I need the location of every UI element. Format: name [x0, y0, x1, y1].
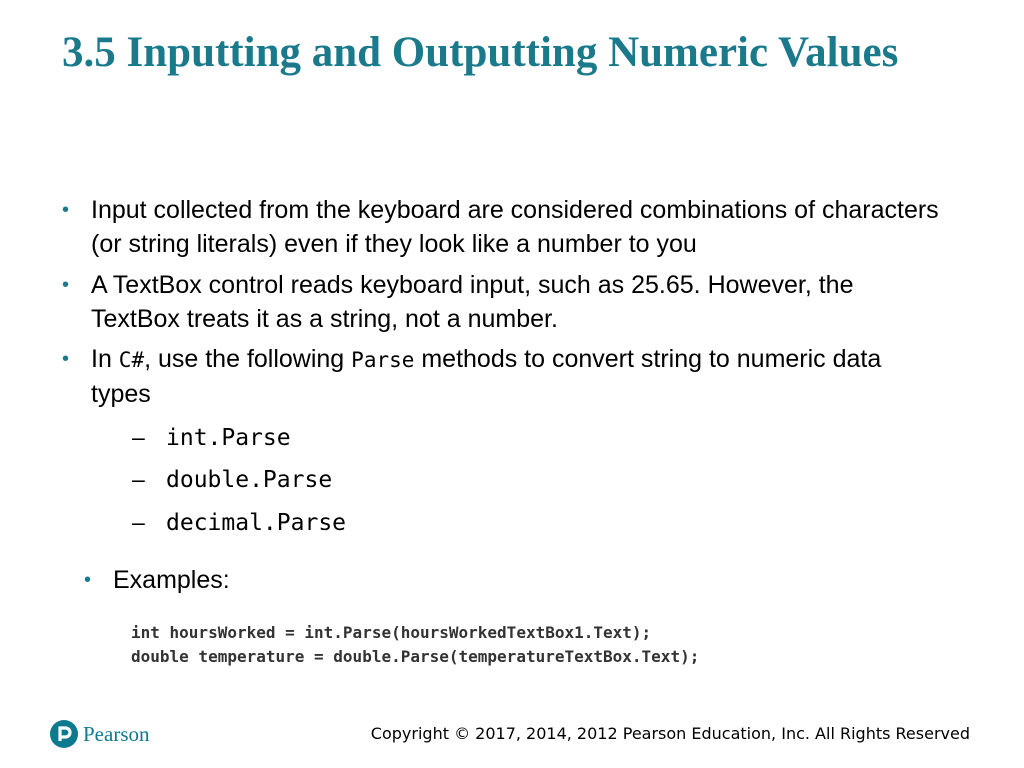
sub-item-text: decimal.Parse [166, 510, 347, 536]
bullet-text: Input collected from the keyboard are considered combinations of characters (or string literals) even if they look like a number to you [91, 196, 939, 258]
bullet-text: A TextBox control reads keyboard input, such as 25.65. However, the TextBox treats it as a string, not a number. [91, 271, 854, 333]
dash-icon: – [132, 424, 145, 450]
slide-title: 3.5 Inputting and Outputting Numeric Values [62, 29, 899, 76]
examples-label: Examples: [113, 566, 230, 594]
bullet-dot-icon: • [84, 569, 92, 591]
bullet-item [62, 193, 942, 263]
copyright-text: Copyright © 2017, 2014, 2012 Pearson Education, Inc. All Rights Reserved [370, 724, 970, 743]
bullet-text-post: methods to convert string to numeric data types [91, 345, 882, 408]
bullet-dot-icon: • [62, 274, 70, 296]
inline-code-parse: Parse [351, 348, 415, 372]
bullet-text-mid: , use the following [144, 345, 352, 373]
inline-code-csharp: C# [118, 348, 145, 372]
code-example [131, 621, 699, 669]
bullet-dot-icon: • [62, 199, 70, 221]
brand-name: Pearson [83, 722, 150, 746]
pearson-logo-icon [50, 720, 78, 748]
code-line: double temperature = double.Parse(temperatureTextBox.Text); [131, 647, 700, 666]
sub-item-text: double.Parse [166, 467, 333, 493]
bullet-item [62, 342, 942, 412]
bullet-item [84, 563, 964, 597]
sub-item [132, 463, 332, 496]
sub-item [132, 506, 346, 539]
bullet-item [62, 268, 942, 338]
bullet-dot-icon: • [62, 348, 70, 370]
bullet-text-pre: In [91, 345, 119, 373]
sub-item-text: int.Parse [166, 425, 291, 451]
bullet-text [91, 342, 941, 411]
code-line: int hoursWorked = int.Parse(hoursWorkedTextBox1.Text); [131, 623, 652, 642]
dash-icon: – [132, 466, 145, 492]
sub-item [132, 421, 291, 454]
dash-icon: – [132, 509, 145, 535]
